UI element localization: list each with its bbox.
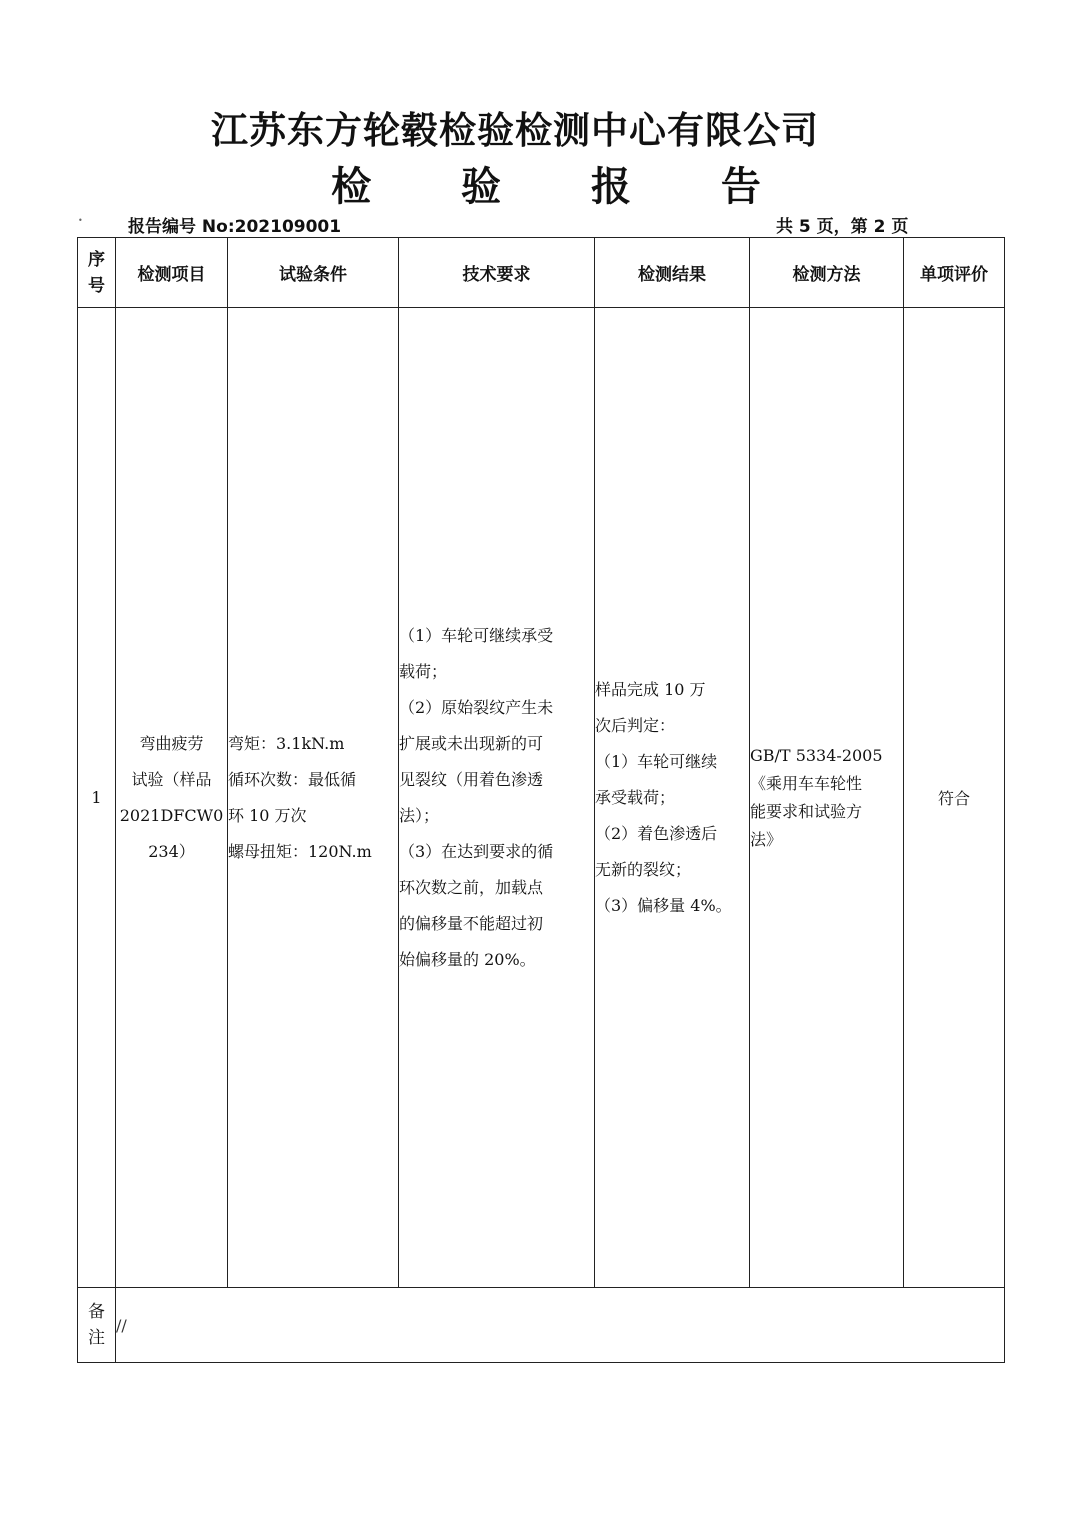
result-line: （1）车轮可继续 — [595, 751, 718, 771]
requirement-line: 载荷； — [399, 661, 448, 681]
table-row — [78, 308, 1005, 1288]
page-count: 共 5 页，第 2 页 — [776, 217, 909, 237]
item-line: 弯曲疲劳 — [139, 733, 204, 753]
requirement-line: 扩展或未出现新的可 — [399, 733, 544, 753]
header-seq — [78, 238, 116, 308]
requirement-line: 的偏移量不能超过初 — [399, 913, 544, 933]
condition-line: 环 10 万次 — [228, 805, 307, 825]
method-line: 能要求和试验方 — [750, 801, 863, 821]
header-evaluation: 单项评价 — [904, 238, 1005, 308]
report-title: 检 验 报 告 — [331, 164, 799, 210]
result-line: （3）偏移量 4%。 — [595, 895, 732, 915]
cell-seq: 1 — [78, 308, 116, 1288]
result-line: 样品完成 10 万 — [595, 679, 706, 699]
header-method: 检测方法 — [750, 238, 904, 308]
item-line: 234） — [148, 841, 195, 861]
method-line: 法》 — [750, 829, 783, 849]
result-line: 次后判定： — [595, 715, 676, 735]
table-header-row — [78, 238, 1005, 308]
remark-label-line1: 备 — [88, 1302, 105, 1322]
remark-row — [78, 1288, 1005, 1363]
cell-result — [595, 308, 750, 1288]
requirement-line: 始偏移量的 20%。 — [399, 949, 536, 969]
remark-value: // — [116, 1288, 1005, 1363]
header-seq-line1: 序 — [88, 249, 105, 270]
method-line: 《乘用车车轮性 — [750, 773, 863, 793]
requirement-line: 见裂纹（用着色渗透 — [399, 769, 544, 789]
item-line: 试验（样品 — [131, 769, 212, 789]
cell-evaluation: 符合 — [904, 308, 1005, 1288]
remark-label — [78, 1288, 116, 1363]
condition-line: 螺母扭矩：120N.m — [228, 841, 372, 861]
remark-label-line2: 注 — [88, 1328, 105, 1348]
company-name: 江苏东方轮毂检验检测中心有限公司 — [211, 109, 819, 152]
cell-method — [750, 308, 904, 1288]
condition-line: 循环次数：最低循 — [228, 769, 357, 789]
requirement-line: 环次数之前，加载点 — [399, 877, 544, 897]
requirement-line: （2）原始裂纹产生未 — [399, 697, 554, 717]
requirement-line: （1）车轮可继续承受 — [399, 625, 554, 645]
bullet-mark: • — [78, 216, 83, 225]
cell-item — [116, 308, 228, 1288]
header-result: 检测结果 — [595, 238, 750, 308]
header-condition: 试验条件 — [228, 238, 399, 308]
result-line: 承受载荷； — [595, 787, 676, 807]
report-number: 报告编号 No:202109001 — [128, 217, 342, 237]
cell-requirement — [399, 308, 595, 1288]
condition-line: 弯矩：3.1kN.m — [228, 733, 345, 753]
header-seq-line2: 号 — [88, 275, 105, 296]
item-line: 2021DFCW0 — [119, 805, 224, 825]
inspection-table — [77, 237, 1005, 1363]
cell-condition — [228, 308, 399, 1288]
requirement-line: 法）； — [399, 805, 440, 825]
header-item: 检测项目 — [116, 238, 228, 308]
header-requirement: 技术要求 — [399, 238, 595, 308]
result-line: （2）着色渗透后 — [595, 823, 718, 843]
method-line: GB/T 5334-2005 — [750, 745, 883, 765]
requirement-line: （3）在达到要求的循 — [399, 841, 554, 861]
result-line: 无新的裂纹； — [595, 859, 692, 879]
